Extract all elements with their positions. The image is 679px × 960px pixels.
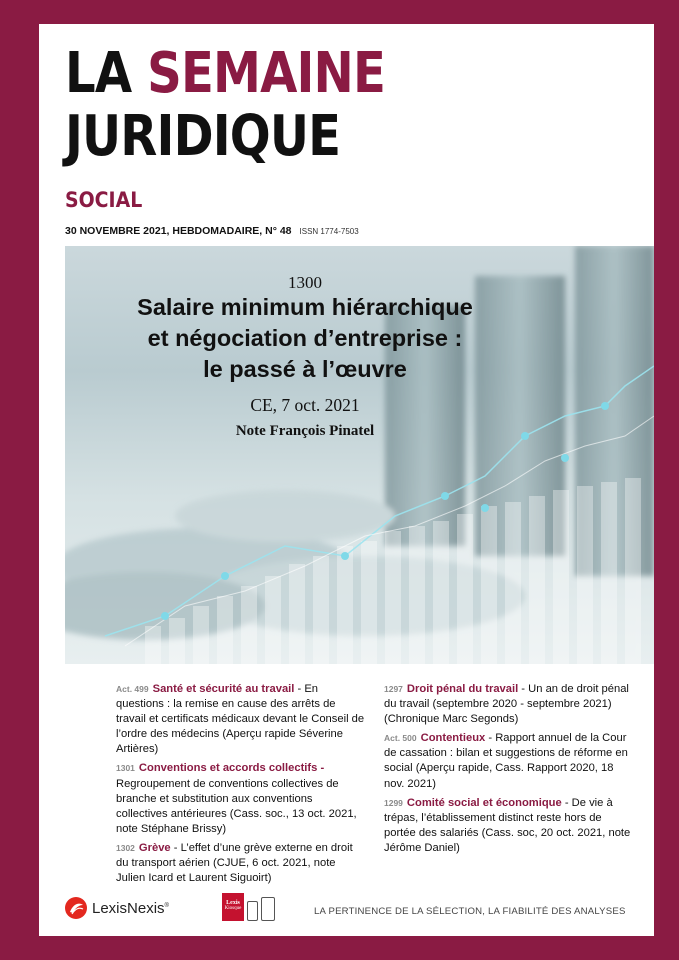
toc-number: 1299 [384,797,403,808]
publisher-name [92,900,169,917]
toc-separator: - [485,732,496,745]
toc-separator: - [170,841,181,854]
toc-separator: - [294,683,305,695]
toc-column-left [116,682,366,890]
toc-number: 1301 [116,763,135,774]
brand-text: LexisNexis [92,899,165,917]
toc-heading: Droit pénal du travail [406,683,519,695]
toc-heading: Conventions et accords collectifs - [138,762,325,775]
toc-separator: - [561,796,572,809]
phone-icon [247,901,258,921]
issn: ISSN 1774-7503 [299,227,359,236]
toc-number: Act. 499 [116,684,149,694]
toc-text: De vie à trépas, l’établissement distinct reste hors de portée des salariés (Cass. soc, 20 oct. 2021, note Jérôme Daniel) [384,796,631,854]
title-word-semaine: SEMAINE [147,41,386,106]
toc-heading: Grève [138,841,171,854]
toc-separator: - [518,683,529,695]
title-line-1 [65,41,386,106]
issue-date-text: 30 NOVEMBRE 2021, HEBDOMADAIRE, N° 48 [65,225,292,237]
toc-text: En questions : la remise en cause des arrêts de travail et certificats médicaux devant le Conseil de l’ordre des médecins (Aperçu rapide Séverine Artières) [116,683,365,756]
toc-column-right [384,682,634,860]
toc-text: Rapport annuel de la Cour de cassation : bilan et suggestions de réforme en social (Aperçu rapide, Cass. Rapport 2020, 18 nov. 2021) [384,732,628,790]
article-number: 1300 [288,273,322,292]
title-line-2: JURIDIQUE [65,104,341,169]
toc-number: 1302 [116,842,135,853]
toc-heading: Comité social et économique [406,796,562,809]
hero-image [65,246,654,664]
tagline: LA PERTINENCE DE LA SÉLECTION, LA FIABILITÉ DES ANALYSES [314,906,626,917]
toc-item[interactable] [116,841,366,886]
toc-text: Regroupement de conventions collectives de branche et substitution aux conventions collectives antérieures (Cass. soc., 13 oct. 2021, note Stéphane Brissy) [116,777,357,835]
toc-item[interactable] [384,731,634,791]
note-author: Note François Pinatel [235,423,375,439]
magazine-cover [39,24,654,936]
toc-text: L’effet d’une grève externe en droit du transport aérien (CJUE, 6 oct. 2021, note Julien Icard et Laurent Siguoirt) [116,841,353,885]
toc-heading: Contentieux [420,732,486,745]
toc-heading: Santé et sécurité au travail [152,683,295,695]
tablet-icon [261,897,275,921]
kiosque-badge[interactable] [222,893,275,921]
toc-item[interactable] [384,682,634,727]
lexisnexis-logo-icon [64,896,88,920]
toc-number: 1297 [384,684,403,694]
kiosque-label-b: Kiosque [224,906,242,911]
section-label: SOCIAL [65,188,143,212]
brand-registered-mark: ® [164,902,169,909]
title-word-la: LA [65,41,148,106]
issue-date [65,225,359,237]
case-reference: CE, 7 oct. 2021 [250,395,360,415]
headline-text: Salaire minimum hiérarchique et négociation d’entreprise : le passé à l’œuvre [137,294,473,382]
toc-text: Un an de droit pénal du travail (septembre 2020 - septembre 2021) (Chronique Marc Segonds) [384,683,629,726]
publisher-logo[interactable] [64,895,169,921]
toc-number: Act. 500 [384,733,417,744]
toc-item[interactable] [384,796,634,856]
toc-item[interactable] [116,761,366,836]
toc-item[interactable] [116,682,366,757]
cover-headline [65,292,545,385]
lexis-kiosque-icon [222,893,244,921]
kiosque-label-a: Lexis [226,900,240,906]
